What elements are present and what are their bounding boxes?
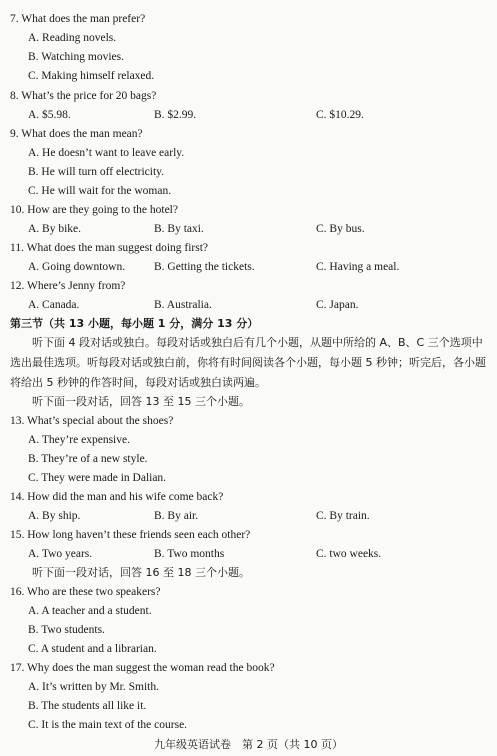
question-13-option-b: B. They’re of a new style.: [28, 453, 148, 465]
question-16-option-a: A. A teacher and a student.: [28, 605, 152, 617]
question-12-options: [28, 298, 489, 312]
question-11-option-c: C. Having a meal.: [316, 261, 400, 273]
question-7-stem: 7. What does the man prefer?: [10, 13, 146, 25]
question-16-stem: 16. Who are these two speakers?: [10, 586, 161, 598]
question-8-option-c: C. $10.29.: [316, 109, 364, 121]
question-7-option-b: B. Watching movies.: [28, 51, 124, 63]
page-footer: 九年级英语试卷 第 2 页（共 10 页）: [154, 738, 343, 751]
question-16-option-c: C. A student and a librarian.: [28, 643, 157, 655]
question-15-option-c: C. two weeks.: [316, 548, 382, 560]
question-9-option-a: A. He doesn’t want to leave early.: [28, 147, 185, 159]
question-10-options: [28, 222, 489, 236]
question-9-option-c: C. He will wait for the woman.: [28, 185, 172, 197]
question-13-option-c: C. They were made in Dalian.: [28, 472, 167, 484]
dialogue-1-instruction: 听下面一段对话，回答 13 至 15 三个小题。: [32, 395, 250, 408]
question-9-option-b: B. He will turn off electricity.: [28, 166, 165, 178]
section-3-instructions: 听下面 4 段对话或独白。每段对话或独白后有几个小题，从题中所给的 A、B、C 三个选项中选出最佳选项。听每段对话或独白前，你将有时间阅读各个小题，每小题 5 秒钟；听完后，各小题将给出 5 秒钟的作答时间，每段对话或独白读两遍。: [10, 336, 486, 389]
question-15-option-a: A. Two years.: [28, 548, 93, 560]
question-17-option-a: A. It’s written by Mr. Smith.: [28, 681, 159, 693]
question-10-option-a: A. By bike.: [28, 223, 82, 235]
question-8-stem: 8. What’s the price for 20 bags?: [10, 90, 157, 102]
question-14-stem: 14. How did the man and his wife come back?: [10, 491, 224, 503]
question-17-option-b: B. The students all like it.: [28, 700, 147, 712]
question-11-option-a: A. Going downtown.: [28, 261, 126, 273]
question-15-option-b: B. Two months: [154, 548, 225, 560]
question-14-option-a: A. By ship.: [28, 510, 81, 522]
question-12-option-b: B. Australia.: [154, 299, 212, 311]
question-14-options: [28, 509, 489, 523]
question-13-stem: 13. What’s special about the shoes?: [10, 415, 174, 427]
question-11-option-b: B. Getting the tickets.: [154, 261, 255, 273]
question-14-option-c: C. By train.: [316, 510, 370, 522]
question-9-stem: 9. What does the man mean?: [10, 128, 143, 140]
question-10-option-b: B. By taxi.: [154, 223, 204, 235]
question-16-option-b: B. Two students.: [28, 624, 105, 636]
question-11-options: [28, 260, 489, 274]
question-14-option-b: B. By air.: [154, 510, 199, 522]
question-8-option-a: A. $5.98.: [28, 109, 71, 121]
question-8-option-b: B. $2.99.: [154, 109, 197, 121]
question-10-stem: 10. How are they going to the hotel?: [10, 204, 178, 216]
question-12-option-c: C. Japan.: [316, 299, 359, 311]
question-10-option-c: C. By bus.: [316, 223, 365, 235]
question-15-stem: 15. How long haven’t these friends seen each other?: [10, 529, 251, 541]
question-15-options: [28, 547, 489, 561]
question-17-option-c: C. It is the main text of the course.: [28, 719, 188, 731]
dialogue-2-instruction: 听下面一段对话，回答 16 至 18 三个小题。: [32, 566, 250, 579]
question-12-option-a: A. Canada.: [28, 299, 80, 311]
question-17-stem: 17. Why does the man suggest the woman read the book?: [10, 662, 275, 674]
question-8-options: [28, 108, 489, 122]
question-12-stem: 12. Where’s Jenny from?: [10, 280, 126, 292]
question-11-stem: 11. What does the man suggest doing first?: [10, 242, 209, 254]
question-7-option-c: C. Making himself relaxed.: [28, 70, 155, 82]
question-13-option-a: A. They’re expensive.: [28, 434, 130, 446]
section-3-heading: 第三节（共 13 小题，每小题 1 分，满分 13 分）: [10, 317, 259, 330]
question-7-option-a: A. Reading novels.: [28, 32, 117, 44]
